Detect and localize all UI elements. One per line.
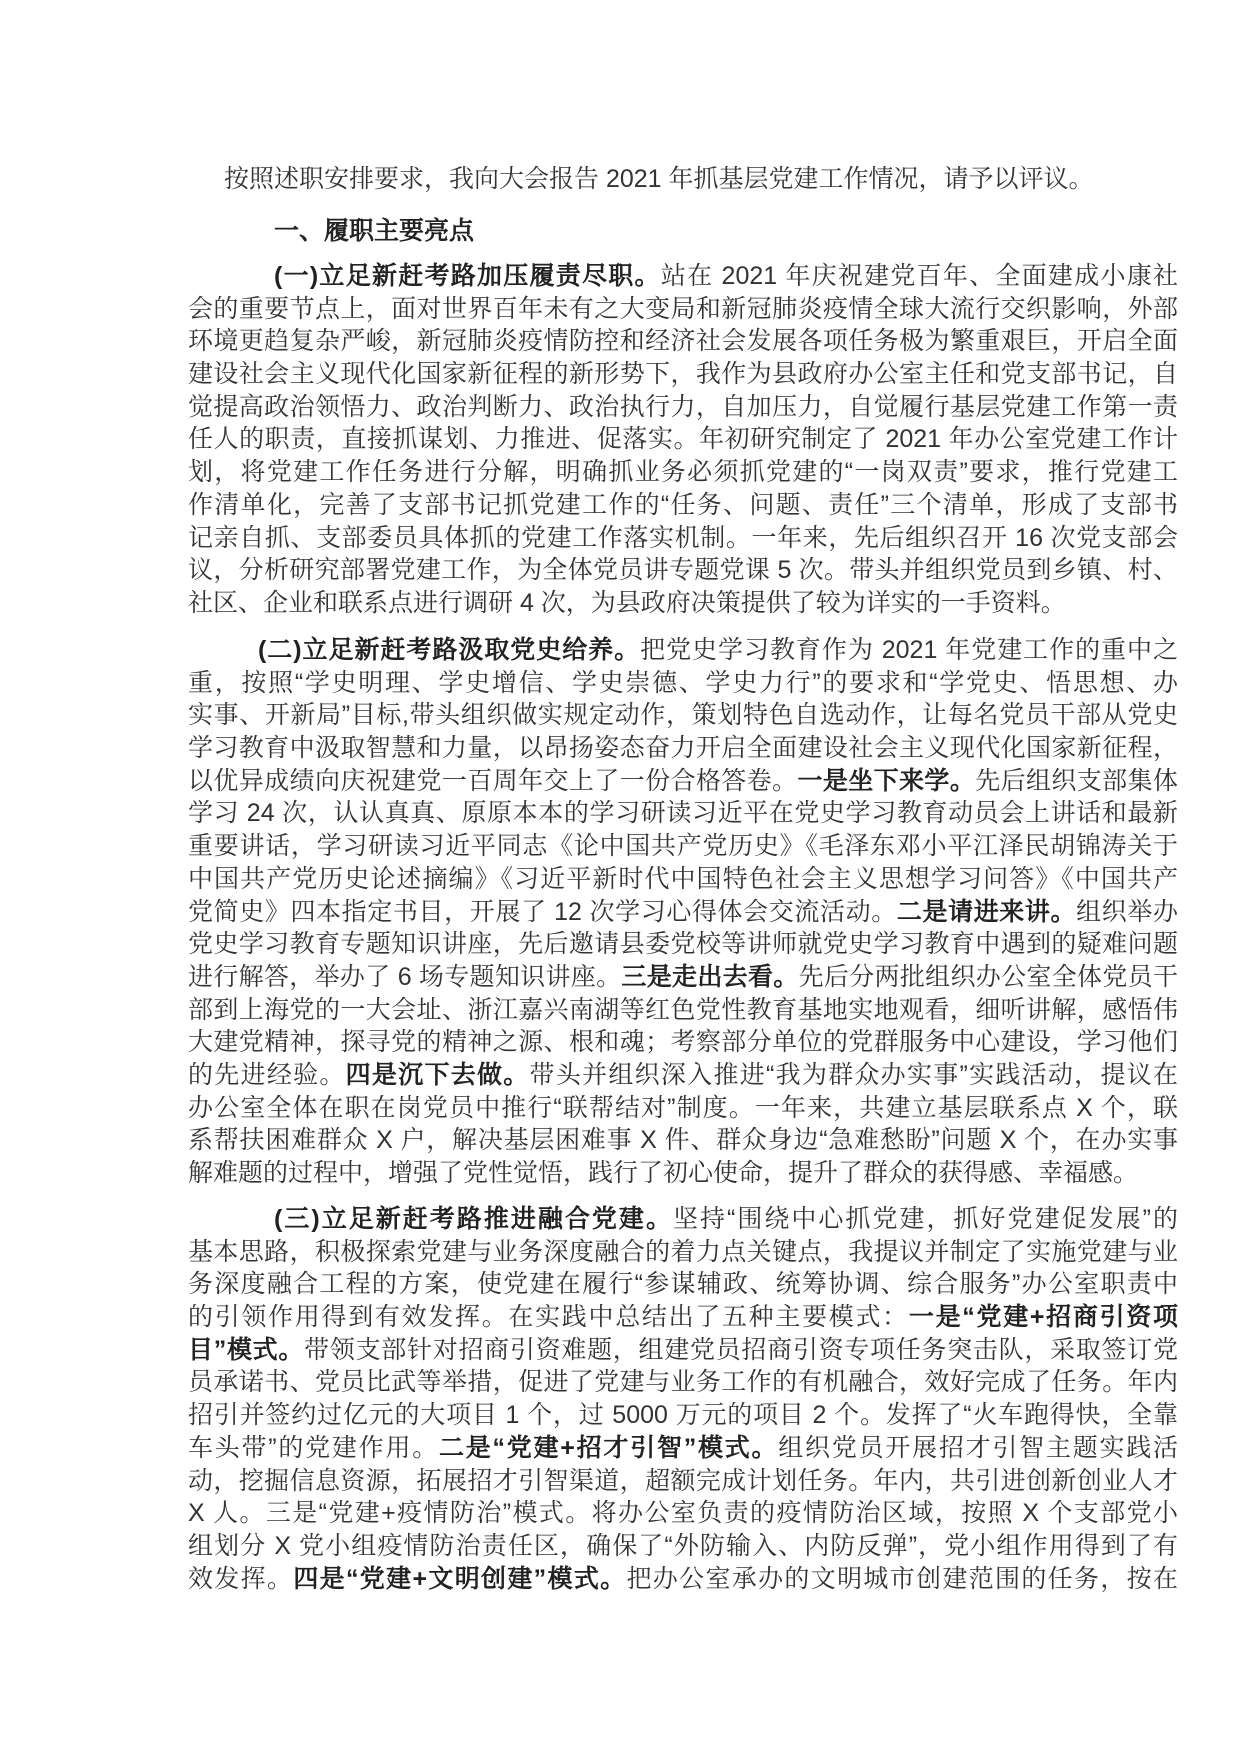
text-line <box>188 1563 1178 1596</box>
text-line <box>188 1465 1178 1498</box>
section-heading <box>188 215 1178 248</box>
text-line <box>188 797 1178 830</box>
body-text: 中国共产党历史论述摘编》《习近平新时代中国特色社会主义思想学习问答》《中国共产 <box>188 864 1178 893</box>
body-text: 把办公室承办的文明城市创建范围的任务，按在 <box>626 1564 1178 1593</box>
body-text: 建设社会主义现代化国家新征程的新形势下，我作为县政府办公室主任和党支部书记，自 <box>188 360 1178 389</box>
text-line <box>188 994 1178 1027</box>
text-line <box>188 896 1178 929</box>
bold-text: 目”模式。 <box>188 1335 305 1364</box>
text-line <box>188 358 1178 391</box>
text-line <box>188 1124 1178 1157</box>
section-heading-text: 一、履职主要亮点 <box>274 217 475 245</box>
bold-text: 四是“党建+文明创建”模式。 <box>293 1564 627 1593</box>
text-line <box>188 863 1178 896</box>
text-line <box>188 1203 1178 1236</box>
body-text: 划，将党建工作任务进行分解，明确抓业务必须抓党建的“一岗双责”要求，推行党建工 <box>188 458 1178 487</box>
body-text: 站在 2021 年庆祝建党百年、全面建成小康社 <box>660 262 1178 290</box>
body-text: 会的重要节点上，面对世界百年未有之大变局和新冠肺炎疫情全球大流行交织影响，外部 <box>188 294 1178 323</box>
body-text: 招引并签约过亿元的大项目 1 个，过 5000 万元的项目 2 个。发挥了“火车跑得快，全靠 <box>188 1401 1178 1430</box>
body-text: 组织举办 <box>1076 897 1178 926</box>
body-text: 实事、开新局”目标,带头组织做实规定动作，策划特色自选动作，让每名党员干部从党史 <box>188 701 1178 730</box>
text-line <box>188 1497 1178 1530</box>
body-text: 的引领作用得到有效发挥。在实践中总结出了五种主要模式： <box>188 1303 909 1332</box>
body-text: 动，挖掘信息资源，拓展招才引智渠道，超额完成计划任务。年内，共引进创新创业人才 <box>188 1466 1178 1495</box>
body-text: 记亲自抓、支部委员具体抓的党建工作落实机制。一年来，先后组织召开 16 次党支部会 <box>188 523 1178 552</box>
bold-text: 一是“党建+招商引资项 <box>908 1303 1178 1332</box>
text-line <box>188 587 1178 620</box>
body-text: 党史学习教育专题知识讲座，先后邀请县委党校等讲师就党史学习教育中遇到的疑难问题 <box>188 930 1178 959</box>
text-line <box>188 456 1178 489</box>
intro-text: 按照述职安排要求，我向大会报告 2021 年抓基层党建工作情况，请予以评议。 <box>224 165 1094 193</box>
text-line <box>188 260 1178 293</box>
text-line <box>188 1059 1178 1092</box>
body-text: 系帮扶困难群众 X 户，解决基层困难事 X 件、群众身边“急难愁盼”问题 X 个，在办实事 <box>188 1126 1178 1155</box>
body-text: 部到上海党的一大会址、浙江嘉兴南湖等红色党性教育基地实地观看，细听讲解，感悟伟 <box>188 995 1178 1024</box>
body-text: X 人。三是“党建+疫情防治”模式。将办公室负责的疫情防治区域，按照 X 个支部党小 <box>188 1499 1178 1528</box>
body-text: 先后组织支部集体 <box>975 766 1178 795</box>
bold-text: 一是坐下来学。 <box>797 766 976 795</box>
body-text: 效发挥。 <box>188 1564 294 1593</box>
text-line <box>188 1530 1178 1563</box>
text-line <box>188 1268 1178 1301</box>
text-line <box>188 489 1178 522</box>
bold-text: (一)立足新赶考路加压履责尽职。 <box>274 262 661 290</box>
body-text: 党简史》四本指定书目，开展了 12 次学习心得体会交流活动。 <box>188 897 897 926</box>
body-text: 以优异成绩向庆祝建党一百周年交上了一份合格答卷。 <box>188 766 798 795</box>
bold-text: 二是“党建+招才引智”模式。 <box>438 1433 779 1462</box>
body-text: 重，按照“学史明理、学史增信、学史崇德、学史力行”的要求和“学党史、悟思想、办 <box>188 668 1178 697</box>
body-text: 社区、企业和联系点进行调研 4 次，为县政府决策提供了较为详实的一手资料。 <box>188 588 1066 617</box>
text-line <box>188 1026 1178 1059</box>
body-text: 任人的职责，直接抓谋划、力推进、促落实。年初研究制定了 2021 年办公室党建工作计 <box>188 425 1178 454</box>
text-line <box>188 325 1178 358</box>
text-line <box>188 667 1178 700</box>
body-text: 觉提高政治领悟力、政治判断力、政治执行力，自加压力，自觉履行基层党建工作第一责 <box>188 392 1178 421</box>
bold-text: (二)立足新赶考路汲取党史给养。 <box>258 636 641 664</box>
body-text: 的先进经验。 <box>188 1060 346 1089</box>
text-line <box>188 961 1178 994</box>
text-line <box>188 391 1178 424</box>
body-text: 重要讲话，学习研读习近平同志《论中国共产党历史》《毛泽东邓小平江泽民胡锦涛关于 <box>188 832 1178 861</box>
body-text: 车头带”的党建作用。 <box>188 1433 439 1462</box>
body-text: 办公室全体在职在岗党员中推行“联帮结对”制度。一年来，共建立基层联系点 X 个，联 <box>188 1093 1178 1122</box>
body-text: 大建党精神，探寻党的精神之源、根和魂；考察部分单位的党群服务中心建设，学习他们 <box>188 1028 1178 1057</box>
paragraph-2 <box>188 634 1178 1190</box>
body-text: 把党史学习教育作为 2021 年党建工作的重中之 <box>640 636 1178 664</box>
body-text: 务深度融合工程的方案，使党建在履行“参谋辅政、统筹协调、综合服务”办公室职责中 <box>188 1270 1178 1299</box>
text-line <box>188 522 1178 555</box>
text-line <box>188 293 1178 326</box>
text-line <box>188 830 1178 863</box>
body-text: 环境更趋复杂严峻，新冠肺炎疫情防控和经济社会发展各项任务极为繁重艰巨，开启全面 <box>188 327 1178 356</box>
text-line <box>188 699 1178 732</box>
text-line <box>188 1432 1178 1465</box>
text-line <box>188 928 1178 961</box>
body-text: 带领支部针对招商引资难题，组建党员招商引资专项任务突击队，采取签订党 <box>304 1335 1178 1364</box>
paragraph-1 <box>188 260 1178 620</box>
text-line <box>188 1399 1178 1432</box>
text-line <box>188 1334 1178 1367</box>
text-line <box>188 423 1178 456</box>
body-text: 组织党员开展招才引智主题实践活 <box>778 1433 1178 1462</box>
body-text: 组划分 X 党小组疫情防治责任区，确保了“外防输入、内防反弹”，党小组作用得到了有 <box>188 1531 1178 1560</box>
text-line <box>188 1092 1178 1125</box>
body-text: 学习 24 次，认认真真、原原本本的学习研读习近平在党史学习教育动员会上讲话和最新 <box>188 799 1178 828</box>
bold-text: 三是走出去看。 <box>621 962 799 991</box>
body-text: 员承诺书、党员比武等举措，促进了党建与业务工作的有机融合，效好完成了任务。年内 <box>188 1368 1178 1397</box>
bold-text: (三)立足新赶考路推进融合党建。 <box>274 1205 673 1233</box>
text-line <box>188 634 1178 667</box>
body-text: 议，分析研究部署党建工作，为全体党员讲专题党课 5 次。带头并组织党员到乡镇、村、 <box>188 556 1178 585</box>
body-text: 坚持“围绕中心抓党建，抓好党建促发展”的 <box>672 1205 1178 1233</box>
body-text: 作清单化，完善了支部书记抓党建工作的“任务、问题、责任”三个清单，形成了支部书 <box>188 490 1178 519</box>
body-text: 带头并组织深入推进“我为群众办实事”实践活动，提议在 <box>529 1060 1178 1089</box>
text-line <box>188 732 1178 765</box>
bold-text: 四是沉下去做。 <box>345 1060 530 1089</box>
paragraph-3 <box>188 1203 1178 1595</box>
text-line <box>188 1366 1178 1399</box>
text-line <box>188 554 1178 587</box>
bold-text: 二是请进来讲。 <box>896 897 1077 926</box>
intro-paragraph <box>188 163 1178 196</box>
text-line <box>188 1236 1178 1269</box>
text-line <box>188 765 1178 798</box>
body-text: 解难题的过程中，增强了党性觉悟，践行了初心使命，提升了群众的获得感、幸福感。 <box>188 1159 1139 1187</box>
text-line <box>188 1157 1178 1190</box>
body-text: 先后分两批组织办公室全体党员干 <box>798 962 1178 991</box>
body-text: 进行解答，举办了 6 场专题知识讲座。 <box>188 962 622 991</box>
body-text: 基本思路，积极探索党建与业务深度融合的着力点关键点，我提议并制定了实施党建与业 <box>188 1237 1178 1266</box>
text-line <box>188 1301 1178 1334</box>
body-text: 学习教育中汲取智慧和力量，以昂扬姿态奋力开启全面建设社会主义现代化国家新征程， <box>188 734 1178 763</box>
